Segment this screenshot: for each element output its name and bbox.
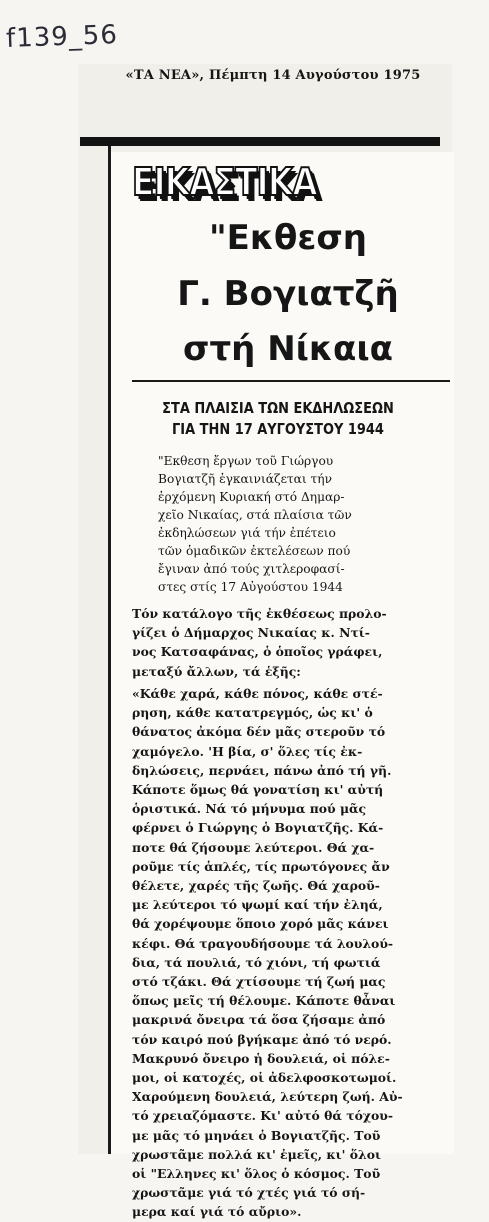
quote-line: Κάποτε ὅμως θά γονατίση κι' αὐτή	[132, 782, 384, 798]
quote-line: Χαρούμενη δουλειά, λεύτερη ζωή. Αὐ-	[132, 1089, 403, 1105]
lead-line: τῶν ὁμαδικῶν ἐκτελέσεων πού	[158, 544, 351, 558]
quote-line: ρηση, κάθε κατατρεγμός, ὡς κι' ὁ	[132, 705, 373, 721]
section-label-box	[132, 157, 370, 207]
quote-line: ροῦμε τίς ἁπλές, τίς πρωτόγονες ἄν	[132, 858, 390, 874]
quote-line: κέφι. Θά τραγουδήσουμε τά λουλού-	[132, 935, 394, 951]
quote-line: φέρνει ὁ Γιώργης ὁ Βογιατζῆς. Κά-	[132, 820, 384, 836]
quote-line: Μακρυνό ὄνειρο ἡ δουλειά, οἱ πόλε-	[132, 1050, 390, 1066]
quote-line: θά χορέψουμε ὅποιο χορό μᾶς κάνει	[132, 916, 389, 932]
quote-line: τό χρειαζόμαστε. Κι' αὐτό θά τόχου-	[132, 1108, 393, 1124]
quote-line: χρωστᾶμε πολλά κι' ἐμεῖς, κι' ὅλοι	[132, 1146, 381, 1162]
quote-line: ὁριστικά. Νά τό μήνυμα πού μᾶς	[132, 801, 367, 817]
quote-line: με μᾶς τό μηνάει ὁ Βογιατζῆς. Τοῦ	[132, 1127, 381, 1143]
quote-line: οἱ "Ελληνες κι' ὅλος ὁ κόσμος. Τοῦ	[132, 1166, 381, 1182]
subheadline-line-1: ΣΤΑ ΠΛΑΙΣΙΑ ΤΩΝ ΕΚΔΗΛΩΣΕΩΝ	[162, 399, 394, 417]
quote-line: θάνατος ἀκόμα δέν μᾶς στεροῦν τό	[132, 724, 386, 740]
subheadline-line-2: ΓΙΑ ΤΗΝ 17 ΑΥΓΟΥΣΤΟΥ 1944	[172, 420, 384, 438]
quote-line: μερα καί γιά τό αὔριο».	[132, 1204, 302, 1220]
header-rule	[80, 137, 440, 146]
headline-line-3: στή Νίκαια	[182, 329, 394, 369]
headline-line-2: Γ. Βογιατζῆ	[177, 274, 399, 314]
newspaper-header: «ΤΑ ΝΕΑ», Πέμπτη 14 Αυγούστου 1975	[125, 68, 421, 83]
quote-line: με λεύτεροι τό ψωμί καί τήν ἐληά,	[132, 897, 383, 913]
intro-paragraph	[132, 604, 438, 681]
headline-line-1: "Εκθεση	[208, 218, 368, 258]
quote-line: ποτε θά ζήσουμε λεύτεροι. Θά χα-	[132, 839, 375, 855]
quote-line: στό τζάκι. Θά χτίσουμε τή ζωή μας	[132, 974, 386, 990]
section-label: ΕΙΚΑΣΤΙΚΑ	[132, 160, 317, 204]
quote-line: θέλετε, χαρές τῆς ζωῆς. Θά χαροῦ-	[132, 878, 380, 894]
lead-line: ἐρχόμενη Κυριακή στό Δημαρ-	[158, 490, 345, 504]
lead-line: ἐκδηλώσεων γιά τήν ἐπέτειο	[158, 526, 336, 540]
quote-line: χρωστᾶμε γιά τό χτές γιά τό σή-	[132, 1185, 366, 1201]
headline-divider	[132, 380, 450, 382]
intro-line: νος Κατσαφάνας, ὁ ὁποῖος γράφει,	[132, 644, 383, 660]
intro-line: γίζει ὁ Δήμαρχος Νικαίας κ. Ντί-	[132, 625, 370, 641]
archive-handwritten-mark: f139_56	[5, 20, 119, 54]
lead-line: στες στίς 17 Αὐγούστου 1944	[158, 580, 343, 594]
lead-line: "Εκθεση ἔργων τοῦ Γιώργου	[158, 454, 334, 468]
quote-line: δια, τά πουλιά, τό χιόνι, τή φωτιά	[132, 954, 381, 970]
lead-line: ἔγιναν ἀπό τούς χιτλεροφασί-	[158, 562, 345, 576]
intro-line: μεταξύ ἄλλων, τά ἑξῆς:	[132, 663, 301, 679]
intro-line: Τόν κατάλογο τῆς ἐκθέσεως προλο-	[132, 606, 387, 621]
quote-line: ὅπως μεῖς τή θέλουμε. Κάποτε θἆναι	[132, 993, 396, 1009]
quote-line: μοι, οἱ κατοχές, οἱ ἀδελφοσκοτωμοί.	[132, 1070, 397, 1086]
quote-line: μακρινά ὄνειρα τά ὅσα ζήσαμε ἀπό	[132, 1012, 386, 1028]
column-rule	[108, 146, 111, 1154]
quote-line: τόν καιρό πού βγήκαμε ἀπό τό νερό.	[132, 1031, 392, 1047]
quote-line: «Κάθε χαρά, κάθε πόνος, κάθε στέ-	[132, 686, 383, 701]
quote-paragraph	[132, 684, 438, 1222]
quote-line: δηλώσεις, περνάει, πάνω ἀπό τή γῆ.	[132, 762, 392, 778]
lead-paragraph	[158, 452, 438, 596]
quote-line: χαμόγελο. 'Η βία, σ' ὅλες τίς ἐκ-	[132, 743, 363, 759]
lead-line: Βογιατζῆ ἐγκαινιάζεται τήν	[158, 472, 332, 486]
lead-line: χεῖο Νικαίας, στά πλαίσια τῶν	[158, 508, 352, 522]
